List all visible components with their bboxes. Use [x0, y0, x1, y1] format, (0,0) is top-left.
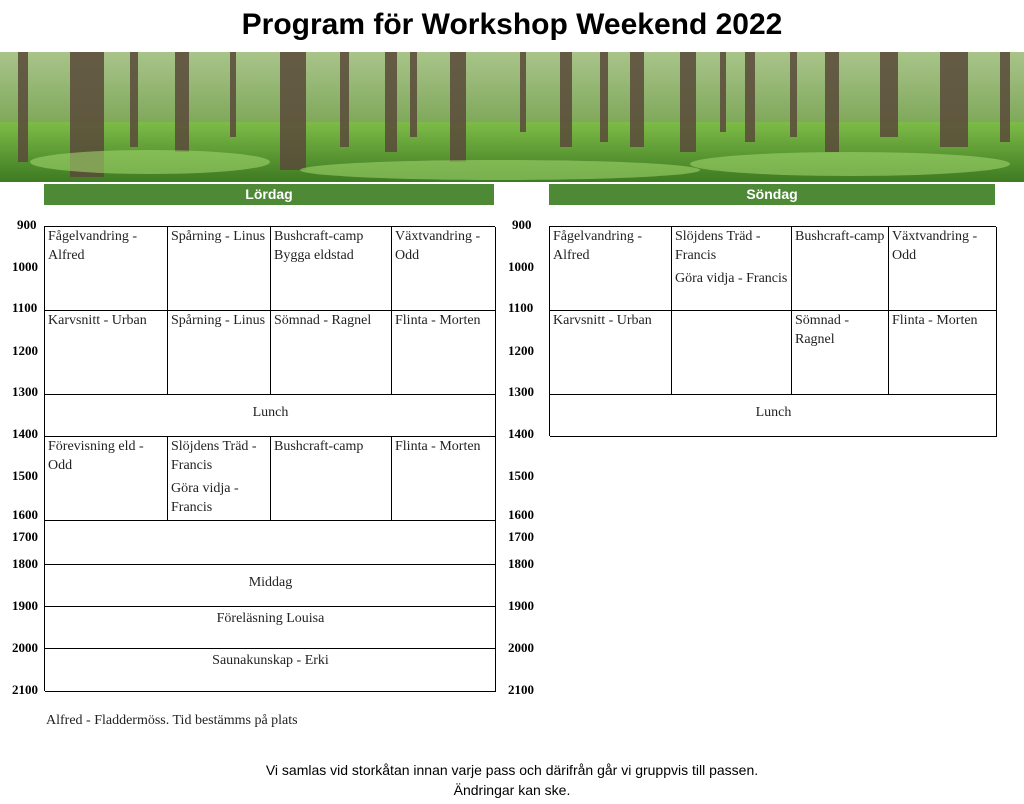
session-text: Slöjdens Träd - Francis [675, 229, 761, 263]
time-label: 1700 [12, 529, 38, 544]
empty-row [45, 521, 496, 565]
session-text: Slöjdens Träd - Francis [171, 439, 257, 473]
session-cell: Fågelvandring - Alfred [550, 227, 672, 311]
lunch-row: Lunch [550, 395, 997, 437]
time-label: 1800 [508, 556, 534, 571]
session-cell: Sömnad - Ragnel [792, 311, 889, 395]
sunday-header: Söndag [549, 184, 995, 205]
time-label: 1600 [12, 507, 38, 522]
session-text: Göra vidja - Francis [675, 271, 788, 286]
time-label: 1200 [12, 343, 38, 358]
time-label: 1100 [508, 300, 534, 315]
session-cell [168, 437, 271, 521]
session-cell: Flinta - Morten [889, 311, 997, 395]
saturday-header: Lördag [44, 184, 494, 205]
lunch-row: Lunch [45, 395, 496, 437]
sunday-schedule-table [549, 226, 996, 436]
session-cell [672, 311, 792, 395]
time-label: 1000 [508, 259, 534, 274]
session-text: Göra vidja - Francis [171, 481, 239, 515]
dinner-row: Middag [45, 565, 496, 607]
session-cell: Fågelvandring - Alfred [45, 227, 168, 311]
footer-line-1: Vi samlas vid storkåtan innan varje pass och därifrån går vi gruppvis till passen. [265, 762, 759, 778]
session-cell: Bushcraft-camp [271, 437, 392, 521]
session-cell [672, 227, 792, 311]
session-cell: Spårning - Linus [168, 227, 271, 311]
time-label: 1100 [12, 300, 38, 315]
session-cell: Sömnad - Ragnel [271, 311, 392, 395]
session-cell: Karvsnitt - Urban [550, 311, 672, 395]
time-label: 1400 [508, 426, 534, 441]
time-label: 1800 [12, 556, 38, 571]
time-label: 1500 [12, 468, 38, 483]
time-label: 1600 [508, 507, 534, 522]
time-label: 1900 [12, 598, 38, 613]
time-label: 2100 [12, 682, 38, 697]
session-cell: Växtvandring - Odd [392, 227, 496, 311]
time-label: 1000 [12, 259, 38, 274]
time-label: 1700 [508, 529, 534, 544]
time-label: 900 [512, 217, 532, 232]
sauna-row: Saunakunskap - Erki [45, 649, 496, 692]
time-label: 1400 [12, 426, 38, 441]
session-cell: Bushcraft-camp [792, 227, 889, 311]
time-label: 900 [17, 217, 37, 232]
time-label: 1300 [508, 384, 534, 399]
forest-banner-image [0, 52, 1024, 182]
lecture-row: Föreläsning Louisa [45, 607, 496, 649]
session-cell: Karvsnitt - Urban [45, 311, 168, 395]
time-label: 1900 [508, 598, 534, 613]
time-label: 2100 [508, 682, 534, 697]
page-title: Program för Workshop Weekend 2022 [241, 8, 783, 41]
footer-line-2: Ändringar kan ske. [453, 782, 571, 798]
time-label: 2000 [508, 640, 534, 655]
time-label: 1300 [12, 384, 38, 399]
session-cell: Flinta - Morten [392, 311, 496, 395]
session-cell: Flinta - Morten [392, 437, 496, 521]
saturday-schedule-table [44, 226, 495, 691]
time-label: 1500 [508, 468, 534, 483]
session-cell: Bushcraft-camp Bygga eldstad [271, 227, 392, 311]
session-cell: Förevisning eld - Odd [45, 437, 168, 521]
time-label: 1200 [508, 343, 534, 358]
session-cell: Spårning - Linus [168, 311, 271, 395]
session-cell: Växtvandring - Odd [889, 227, 997, 311]
time-label: 2000 [12, 640, 38, 655]
bat-walk-note: Alfred - Fladdermöss. Tid bestämms på plats [46, 713, 298, 728]
